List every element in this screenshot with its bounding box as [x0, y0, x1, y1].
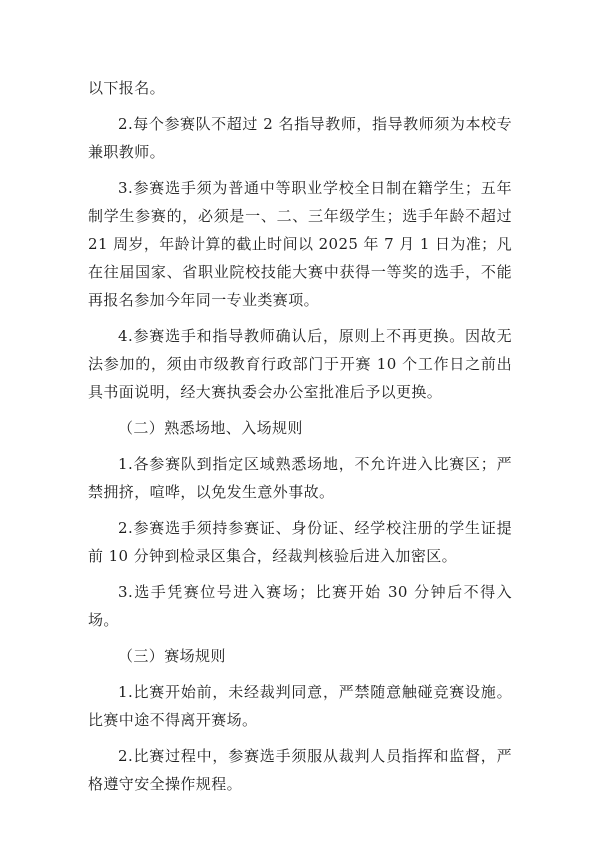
- competition-rule-2: 2.比赛过程中，参赛选手须服从裁判人员指挥和监督，严格遵守安全操作规程。: [88, 747, 512, 793]
- document-body: [88, 74, 512, 806]
- section-heading-venue-entry: （二）熟悉场地、入场规则: [118, 419, 303, 437]
- rule-2-instructors: 2.每个参赛队不超过 2 名指导教师，指导教师须为本校专兼职教师。: [88, 115, 512, 161]
- venue-rule-3: 3.选手凭赛位号进入赛场；比赛开始 30 分钟后不得入场。: [88, 583, 512, 629]
- venue-rule-1: 1.各参赛队到指定区域熟悉场地，不允许进入比赛区；严禁拥挤，喧哗，以免发生意外事故。: [88, 455, 512, 501]
- competition-rule-1: 1.比赛开始前，未经裁判同意，严禁随意触碰竞赛设施。比赛中途不得离开赛场。: [88, 683, 512, 729]
- paragraph-continuation: 以下报名。: [88, 79, 166, 97]
- section-heading-competition-rules: （三）赛场规则: [118, 647, 226, 665]
- rule-4-replacement: 4.参赛选手和指导教师确认后，原则上不再更换。因故无法参加的，须由市级教育行政部门于开赛 10 个工作日之前出具书面说明，经大赛执委会办公室批准后予以更换。: [88, 327, 512, 401]
- rule-3-eligibility: 3.参赛选手须为普通中等职业学校全日制在籍学生；五年制学生参赛的，必须是一、二、三年级学生；选手年龄不超过21 周岁，年龄计算的截止时间以 2025 年 7 月 1 日为准；凡在往届国家、省职业院校技能大赛中获得一等奖的选手，不能再报名参加今年同一专业类赛项。: [88, 179, 512, 309]
- venue-rule-2: 2.参赛选手须持参赛证、身份证、经学校注册的学生证提前 10 分钟到检录区集合，经裁判核验后进入加密区。: [88, 519, 512, 565]
